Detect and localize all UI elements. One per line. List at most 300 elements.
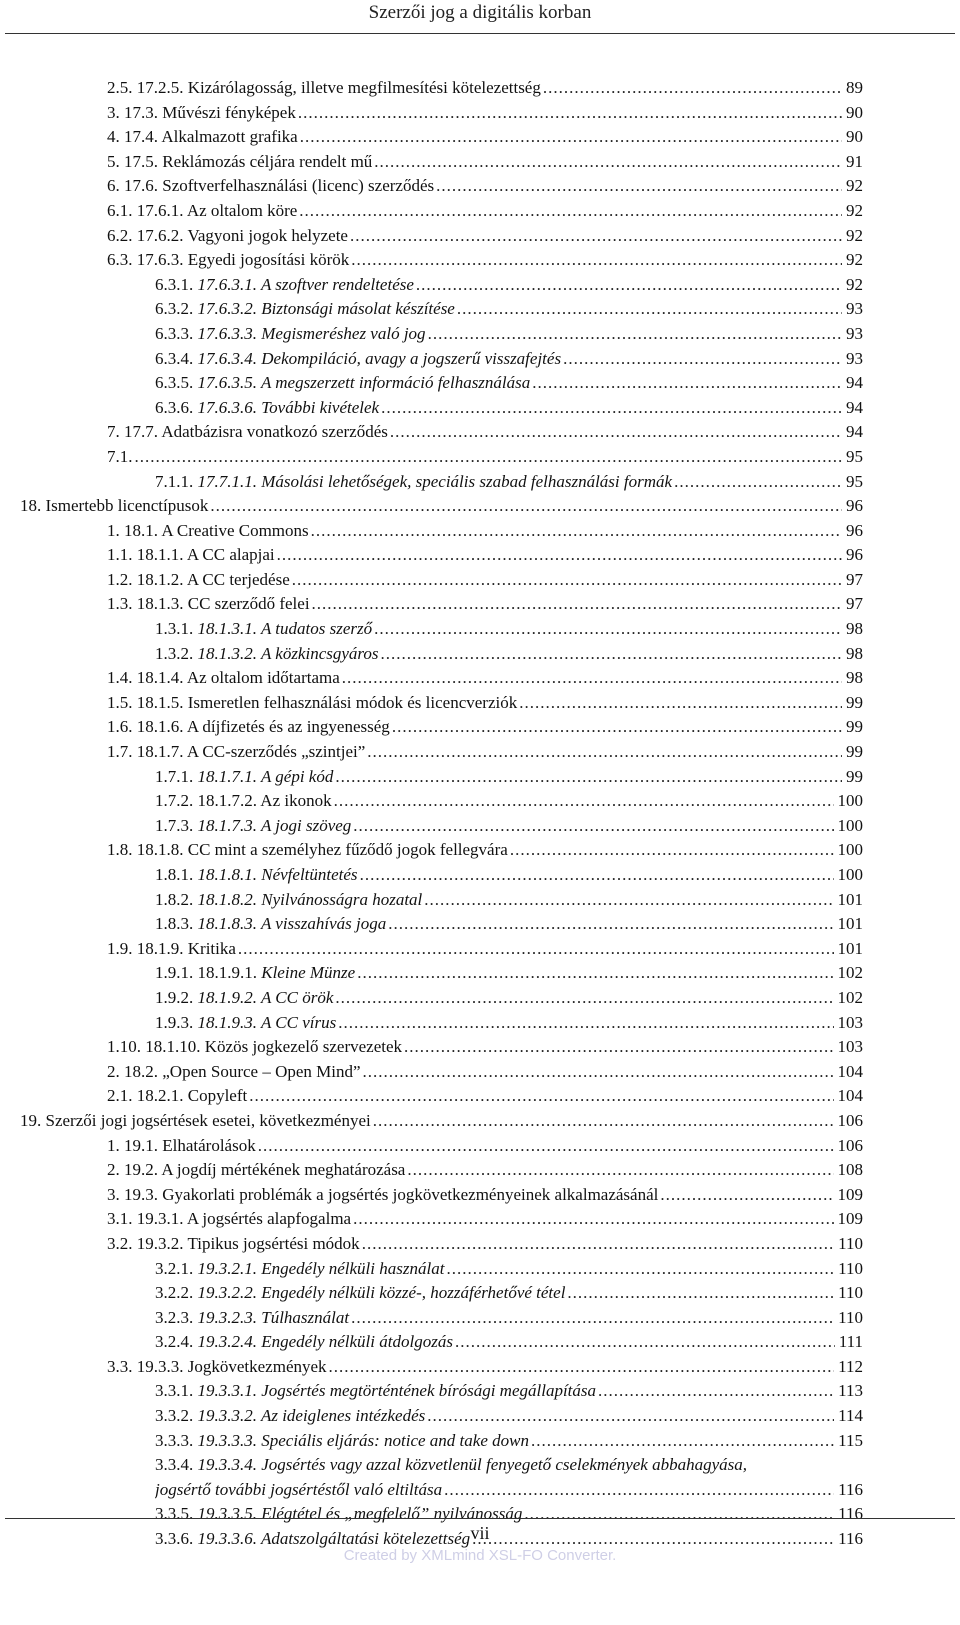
leader-dots <box>598 1379 834 1404</box>
toc-page-number: 93 <box>846 323 863 343</box>
leader-dots <box>455 1330 835 1355</box>
toc-title: 18.1.7.1. A gépi kód <box>197 766 334 786</box>
toc-entry[interactable] <box>0 470 960 495</box>
toc-entry-line <box>155 789 863 814</box>
toc-page-number: 93 <box>846 348 863 368</box>
toc-entry[interactable] <box>0 765 960 790</box>
toc-entry[interactable] <box>0 1183 960 1208</box>
toc-entry[interactable] <box>0 1084 960 1109</box>
toc-number: 1.9. 18.1.9. <box>107 938 184 958</box>
leader-dots <box>351 1306 834 1331</box>
leader-dots <box>351 248 842 273</box>
toc-entry-line <box>107 740 863 765</box>
toc-title: 17.6.3.6. További kivételek <box>197 397 380 417</box>
toc-entry[interactable] <box>0 568 960 593</box>
leader-dots <box>567 1281 834 1306</box>
toc-entry[interactable] <box>0 912 960 937</box>
toc-title: 17.6.3.3. Megismeréshez való jog <box>197 323 426 343</box>
toc-page-number: 109 <box>837 1209 863 1229</box>
toc-title: 17.7.1.1. Másolási lehetőségek, speciális szabad felhasználási formák <box>197 471 673 491</box>
toc-title: Kritika <box>187 938 236 958</box>
leader-dots <box>390 420 842 445</box>
toc-entry-line <box>155 347 863 372</box>
toc-page-number: 94 <box>846 373 863 393</box>
toc-title: 19.3.3.6. Adatszolgáltatási kötelezettség <box>197 1529 471 1549</box>
toc-page-number: 92 <box>846 200 863 220</box>
leader-dots <box>360 863 834 888</box>
toc-entry[interactable] <box>0 248 960 273</box>
toc-page-number: 100 <box>837 840 863 860</box>
toc-number: 5. 17.5. <box>107 151 158 171</box>
toc-number: 6.3.3. <box>155 323 194 343</box>
toc-entry[interactable] <box>0 125 960 150</box>
toc-entry-line <box>107 150 863 175</box>
leader-dots <box>374 150 842 175</box>
toc-title: Művészi fényképek <box>162 102 296 122</box>
toc-entry[interactable] <box>0 715 960 740</box>
toc-entry[interactable] <box>0 347 960 372</box>
toc-entry-line <box>155 1404 863 1429</box>
toc-entry-line <box>107 1355 863 1380</box>
toc-number: 3. 19.3. <box>107 1184 158 1204</box>
toc-title: 19.3.2.3. Túlhasználat <box>197 1307 350 1327</box>
toc-page-number: 114 <box>838 1406 863 1426</box>
toc-page-number: 103 <box>837 1012 863 1032</box>
toc-entry[interactable] <box>0 592 960 617</box>
toc-entry[interactable] <box>0 1011 960 1036</box>
leader-dots <box>300 125 842 150</box>
toc-entry[interactable] <box>0 888 960 913</box>
toc-entry-line <box>107 224 863 249</box>
toc-entry[interactable] <box>0 101 960 126</box>
toc-number: 1.8.2. <box>155 889 194 909</box>
toc-number: 7.1. <box>107 446 133 466</box>
toc-page-number: 91 <box>846 151 863 171</box>
toc-entry-line <box>107 1035 863 1060</box>
leader-dots <box>249 1084 833 1109</box>
toc-entry-line <box>107 420 863 445</box>
toc-title: A jogsértés alapfogalma <box>186 1209 352 1229</box>
toc-entry[interactable] <box>0 543 960 568</box>
toc-entry[interactable] <box>0 273 960 298</box>
leader-dots <box>563 347 842 372</box>
toc-page-number: 92 <box>846 176 863 196</box>
leader-dots <box>258 1134 834 1159</box>
toc-title: Gyakorlati problémák a jogsértés jogkövetkezményeinek alkalmazásánál <box>162 1184 659 1204</box>
toc-entry-line <box>107 1134 863 1159</box>
toc-number: 1.9.1. 18.1.9.1. <box>155 963 257 983</box>
toc-title: A CC terjedése <box>186 569 290 589</box>
toc-number: 1.3.2. <box>155 643 194 663</box>
toc-number: 1.8.3. <box>155 914 194 934</box>
toc-entry[interactable] <box>0 1232 960 1257</box>
toc-number: 3.3.3. <box>155 1430 194 1450</box>
toc-page-number: 101 <box>837 914 863 934</box>
toc-number: 1.5. 18.1.5. <box>107 692 184 712</box>
leader-dots <box>660 1183 833 1208</box>
toc-number: 1.8.1. <box>155 865 194 884</box>
toc-title: A Creative Commons <box>161 520 309 540</box>
toc-number: 2. 19.2. <box>107 1160 158 1180</box>
toc-title: 19.3.3.1. Jogsértés megtörténtének bírósági megállapítása <box>197 1381 597 1401</box>
toc-number: 1. 19.1. <box>107 1135 158 1155</box>
toc-title: Egyedi jogosítási körök <box>187 250 350 270</box>
toc-entry[interactable] <box>0 789 960 814</box>
toc-page-number: 94 <box>846 397 863 417</box>
toc-entry[interactable] <box>0 863 960 888</box>
toc-entry[interactable] <box>0 1281 960 1306</box>
leader-dots <box>363 1060 834 1085</box>
toc-title: Kizárólagosság, illetve megfilmesítési kötelezettség <box>187 78 541 97</box>
toc-title: Adatbázisra vonatkozó szerződés <box>161 422 388 442</box>
toc-page-number: 99 <box>846 766 863 786</box>
toc-entry[interactable] <box>0 937 960 962</box>
toc-title: 18.1.9.3. A CC vírus <box>197 1012 337 1032</box>
toc-title: 18.1.7.3. A jogi szöveg <box>197 815 352 835</box>
toc-title: 18.1.8.2. Nyilvánosságra hozatal <box>197 889 423 909</box>
toc-entry-line <box>107 838 863 863</box>
toc-title: Tipikus jogsértési módok <box>187 1233 360 1253</box>
toc-entry-line <box>107 592 863 617</box>
toc-page-number: 98 <box>846 668 863 688</box>
toc-page-number: 95 <box>846 446 863 466</box>
toc-number: 6.1. 17.6.1. <box>107 200 184 220</box>
toc-title: A CC alapjai <box>186 545 275 565</box>
toc-entry[interactable] <box>0 420 960 445</box>
toc-title: Reklámozás céljára rendelt mű <box>162 151 373 171</box>
toc-number: 4. 17.4. <box>107 127 158 147</box>
toc-title: Az oltalom köre <box>186 200 298 220</box>
toc-entry[interactable] <box>0 1035 960 1060</box>
toc-page-number: 110 <box>838 1283 863 1303</box>
toc-title: 18.1.7.2. Az ikonok <box>197 791 332 811</box>
toc-page-number: 99 <box>846 742 863 762</box>
leader-dots <box>510 838 834 863</box>
leader-dots <box>338 1011 833 1036</box>
toc-number: 1.1. 18.1.1. <box>107 545 184 565</box>
leader-dots <box>543 76 842 101</box>
toc-entry-line <box>155 1306 863 1331</box>
toc-entry-line <box>155 912 863 937</box>
toc-title: 17.6.3.4. Dekompiláció, avagy a jogszerű visszafejtés <box>197 348 562 368</box>
toc-title: 19.3.3.4. Jogsértés vagy azzal közvetlenül fenyegető cselekmények abbahagyása, <box>197 1455 747 1475</box>
toc-title: 18.1.8.3. A visszahívás joga <box>197 914 387 934</box>
toc-number: 3.3.2. <box>155 1406 194 1426</box>
toc-entry[interactable] <box>0 1379 960 1404</box>
page-number: vii <box>470 1523 490 1543</box>
toc-entry[interactable] <box>0 396 960 421</box>
toc-entry-line <box>107 248 863 273</box>
toc-entry-line <box>155 1011 863 1036</box>
toc-entry-line <box>155 396 863 421</box>
toc-page-number: 103 <box>837 1037 863 1057</box>
toc-page-number: 100 <box>837 791 863 811</box>
toc-entry-line <box>107 937 863 962</box>
toc-page-number: 109 <box>837 1184 863 1204</box>
toc-page-number: 90 <box>846 127 863 147</box>
toc-title: A CC-szerződés „szintjei” <box>186 742 366 762</box>
toc-entry-line <box>155 888 863 913</box>
toc-number: 6.3.5. <box>155 373 194 393</box>
toc-entry[interactable] <box>0 322 960 347</box>
toc-entry[interactable] <box>0 1355 960 1380</box>
leader-dots <box>210 494 842 519</box>
leader-dots <box>457 297 842 322</box>
toc-entry[interactable] <box>0 297 960 322</box>
toc-number: 1.3. 18.1.3. <box>107 594 184 614</box>
toc-page-number: 98 <box>846 643 863 663</box>
toc-page-number: 110 <box>838 1233 863 1253</box>
toc-entry-line <box>107 125 863 150</box>
toc-number: 1.7.2. <box>155 791 194 811</box>
toc-page-number: 106 <box>837 1135 863 1155</box>
leader-dots <box>334 789 834 814</box>
toc-number: 1.7.1. <box>155 766 194 786</box>
toc-title: Elhatárolások <box>162 1135 256 1155</box>
toc-page-number: 102 <box>837 987 863 1007</box>
leader-dots <box>299 199 842 224</box>
toc-entry[interactable] <box>0 740 960 765</box>
leader-dots <box>416 273 842 298</box>
toc-page-number: 115 <box>838 1430 863 1450</box>
toc-page-number: 96 <box>846 545 863 565</box>
toc-number: 1.7. 18.1.7. <box>107 742 184 762</box>
toc-entry[interactable] <box>0 617 960 642</box>
toc-number: 3.2.4. <box>155 1332 194 1352</box>
toc-page-number: 111 <box>838 1332 863 1352</box>
toc-title: 18.1.8.1. Névfeltüntetés <box>197 865 358 884</box>
toc-number: 3.3.6. <box>155 1529 194 1549</box>
toc-title: 18.1.3.2. A közkincsgyáros <box>197 643 379 663</box>
toc-entry[interactable] <box>0 961 960 986</box>
toc-entry[interactable] <box>0 1404 960 1429</box>
toc-entry-line <box>107 174 863 199</box>
leader-dots <box>312 592 842 617</box>
leader-dots <box>335 765 842 790</box>
leader-dots <box>374 617 842 642</box>
toc-title: Ismeretlen felhasználási módok és licencverziók <box>187 692 518 712</box>
toc-page-number: 94 <box>846 422 863 442</box>
toc-entry[interactable] <box>0 150 960 175</box>
toc-entry[interactable] <box>0 519 960 544</box>
toc-entry-line <box>155 371 863 396</box>
toc-entry-line <box>155 1429 863 1454</box>
leader-dots <box>329 1355 835 1380</box>
toc-number: 3.1. 19.3.1. <box>107 1209 184 1229</box>
toc-page-number: 108 <box>837 1160 863 1180</box>
toc-number: 1.9.3. <box>155 1012 194 1032</box>
toc-entry-line <box>107 1158 863 1183</box>
toc-entry[interactable] <box>0 1207 960 1232</box>
leader-dots <box>362 1232 834 1257</box>
toc-title: 18.1.9.2. A CC örök <box>197 987 334 1007</box>
leader-dots <box>292 568 842 593</box>
toc-entry[interactable] <box>0 838 960 863</box>
toc-entry[interactable] <box>0 224 960 249</box>
toc-number: 6.3. 17.6.3. <box>107 250 184 270</box>
toc-title: Kleine Münze <box>261 963 356 983</box>
toc-entry[interactable] <box>0 1453 960 1502</box>
toc-number: 1.3.1. <box>155 619 194 639</box>
toc-entry-line <box>107 543 863 568</box>
toc-page-number: 116 <box>838 1479 863 1499</box>
toc-title: 17.6.3.2. Biztonsági másolat készítése <box>197 299 455 319</box>
toc-entry[interactable] <box>0 814 960 839</box>
toc-page-number: 92 <box>846 274 863 294</box>
toc-entry-line <box>155 1478 863 1503</box>
leader-dots <box>353 1207 833 1232</box>
leader-dots <box>311 519 842 544</box>
toc-entry-line <box>20 1109 863 1134</box>
leader-dots <box>446 1257 834 1282</box>
toc-number: 3.3.4. <box>155 1455 194 1475</box>
toc-entry-line <box>155 297 863 322</box>
toc-number: 6.3.2. <box>155 299 194 319</box>
toc-page-number: 97 <box>846 569 863 589</box>
toc-entry[interactable] <box>0 666 960 691</box>
toc-title: 19.3.3.2. Az ideiglenes intézkedés <box>197 1406 426 1426</box>
toc-title: Jogkövetkezmények <box>187 1356 327 1376</box>
toc-entry-line <box>155 1453 747 1478</box>
toc-entry[interactable] <box>0 1330 960 1355</box>
converter-credit: Created by XMLmind XSL-FO Converter. <box>343 1547 617 1564</box>
toc-entry[interactable] <box>0 76 960 101</box>
toc-page-number: 90 <box>846 102 863 122</box>
toc-entry[interactable] <box>0 174 960 199</box>
leader-dots <box>135 445 843 470</box>
toc-title: Szerzői jogi jogsértések esetei, következményei <box>45 1110 371 1130</box>
leader-dots <box>381 642 842 667</box>
toc-entry[interactable] <box>0 1429 960 1454</box>
leader-dots <box>388 912 833 937</box>
toc-entry-line <box>155 765 863 790</box>
header-rule <box>5 33 955 34</box>
toc-entry[interactable] <box>0 494 960 519</box>
leader-dots <box>373 1109 834 1134</box>
toc-title: A díjfizetés és az ingyenesség <box>186 717 390 737</box>
toc-entry-line <box>107 1084 863 1109</box>
leader-dots <box>298 101 842 126</box>
toc-page-number: 110 <box>838 1258 863 1278</box>
toc-title: 19.3.2.1. Engedély nélküli használat <box>197 1258 445 1278</box>
toc-entry-line <box>107 101 863 126</box>
toc-entry-line <box>155 322 863 347</box>
toc-entry[interactable] <box>0 1257 960 1282</box>
toc-entry-line <box>155 273 863 298</box>
toc-entry[interactable] <box>0 691 960 716</box>
toc-entry[interactable] <box>0 1158 960 1183</box>
toc-title: 19.3.3.5. Elégtétel és „megfelelő” nyilvánosság <box>197 1504 523 1524</box>
toc-page-number: 99 <box>846 692 863 712</box>
leader-dots <box>238 937 834 962</box>
toc-entry-line <box>107 1183 863 1208</box>
leader-dots <box>407 1158 833 1183</box>
toc-title: Alkalmazott grafika <box>161 127 298 147</box>
toc-entry[interactable] <box>0 1109 960 1134</box>
toc-title-continuation: jogsértő további jogsértéstől való eltiltása <box>155 1479 443 1499</box>
leader-dots <box>531 1429 834 1454</box>
toc-entry-line <box>107 76 863 101</box>
toc-number: 7.1.1. <box>155 471 194 491</box>
toc-entry[interactable] <box>0 445 960 470</box>
toc-number: 3.2.1. <box>155 1258 194 1278</box>
toc-number: 3.3.5. <box>155 1504 194 1524</box>
leader-dots <box>392 715 842 740</box>
toc-entry-line <box>155 1379 863 1404</box>
toc-title: A jogdíj mértékének meghatározása <box>161 1160 406 1180</box>
toc-entry-line <box>107 666 863 691</box>
leader-dots <box>427 1404 834 1429</box>
leader-dots <box>424 888 833 913</box>
leader-dots <box>335 986 833 1011</box>
leader-dots <box>519 691 842 716</box>
toc-number: 6.3.4. <box>155 348 194 368</box>
toc-entry-line <box>107 445 863 470</box>
toc-page-number: 98 <box>846 619 863 639</box>
toc-page-number: 99 <box>846 717 863 737</box>
toc-title: Közös jogkezelő szervezetek <box>204 1037 403 1057</box>
toc-number: 18. <box>20 496 42 516</box>
leader-dots <box>350 224 842 249</box>
toc-number: 1.9.2. <box>155 987 194 1007</box>
toc-entry[interactable] <box>0 1306 960 1331</box>
leader-dots <box>277 543 842 568</box>
toc-entry[interactable] <box>0 1060 960 1085</box>
toc-number: 1.4. 18.1.4. <box>107 668 184 688</box>
toc-entry-line <box>107 1232 863 1257</box>
toc-number: 3.2.2. <box>155 1283 194 1303</box>
toc-title: 19.3.2.2. Engedély nélküli közzé-, hozzáférhetővé tétel <box>197 1283 566 1303</box>
toc-number: 1.10. 18.1.10. <box>107 1037 201 1057</box>
toc-page-number: 104 <box>837 1086 863 1106</box>
toc-page-number: 96 <box>846 496 863 516</box>
toc-number: 6. 17.6. <box>107 176 158 196</box>
leader-dots <box>436 174 842 199</box>
toc-page-number: 106 <box>837 1110 863 1130</box>
toc-entry-line <box>107 199 863 224</box>
toc-page-number: 112 <box>838 1356 863 1376</box>
toc-number: 3. 17.3. <box>107 102 158 122</box>
toc-entry-line <box>155 986 863 1011</box>
toc-page-number: 116 <box>838 1504 863 1524</box>
running-header: Szerzői jog a digitális korban <box>368 2 592 23</box>
leader-dots <box>357 961 833 986</box>
toc-title: Copyleft <box>187 1086 248 1106</box>
toc-number: 2.5. 17.2.5. <box>107 78 184 97</box>
toc-entry-line <box>107 519 863 544</box>
toc-number: 3.3. 19.3.3. <box>107 1356 184 1376</box>
toc-entry[interactable] <box>0 642 960 667</box>
toc-page-number: 113 <box>838 1381 863 1401</box>
toc-entry[interactable] <box>0 199 960 224</box>
toc-entry[interactable] <box>0 371 960 396</box>
toc-title: 17.6.3.5. A megszerzett információ felhasználása <box>197 373 531 393</box>
toc-title: Szoftverfelhasználási (licenc) szerződés <box>162 176 435 196</box>
toc-title: Az oltalom időtartama <box>186 668 340 688</box>
toc-page-number: 100 <box>837 865 863 884</box>
toc-entry[interactable] <box>0 1134 960 1159</box>
toc-number: 1.8. 18.1.8. <box>107 840 184 860</box>
toc-page-number: 104 <box>837 1061 863 1081</box>
toc-entry-line <box>155 642 863 667</box>
toc-number: 1.7.3. <box>155 815 194 835</box>
toc-entry[interactable] <box>0 986 960 1011</box>
toc-page-number: 101 <box>837 889 863 909</box>
toc-page-number: 97 <box>846 594 863 614</box>
toc-number: 3.3.1. <box>155 1381 194 1401</box>
toc-title: Vagyoni jogok helyzete <box>187 225 348 245</box>
toc-entry-line <box>155 1257 863 1282</box>
